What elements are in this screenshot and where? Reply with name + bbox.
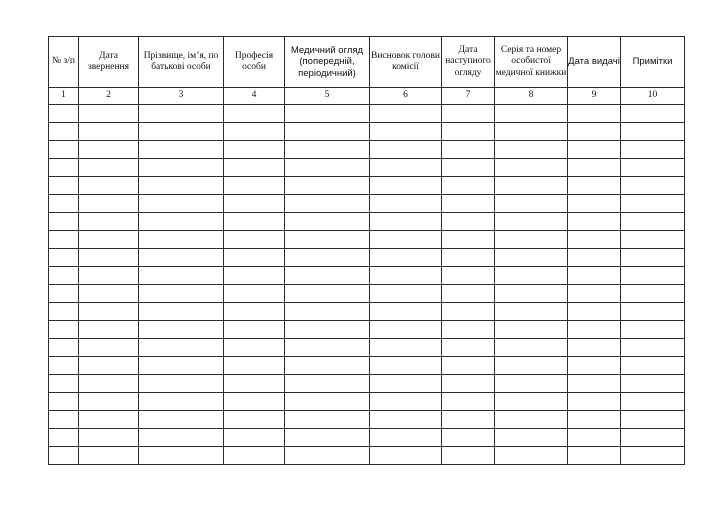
table-cell bbox=[621, 249, 685, 267]
table-cell bbox=[49, 249, 79, 267]
table-cell bbox=[49, 105, 79, 123]
table-cell bbox=[139, 231, 224, 249]
table-cell bbox=[442, 357, 495, 375]
table-cell bbox=[79, 159, 139, 177]
table-cell bbox=[285, 357, 370, 375]
table-cell bbox=[139, 267, 224, 285]
table-cell bbox=[442, 267, 495, 285]
table-cell bbox=[79, 447, 139, 465]
table-cell bbox=[139, 123, 224, 141]
table-cell bbox=[285, 321, 370, 339]
table-cell bbox=[495, 285, 568, 303]
table-cell bbox=[568, 339, 621, 357]
table-cell bbox=[285, 105, 370, 123]
table-cell bbox=[370, 159, 442, 177]
table-cell bbox=[49, 429, 79, 447]
table-cell bbox=[568, 213, 621, 231]
table-cell bbox=[568, 177, 621, 195]
table-cell bbox=[621, 123, 685, 141]
table-cell bbox=[79, 321, 139, 339]
column-number: 6 bbox=[370, 88, 442, 105]
table-cell bbox=[442, 411, 495, 429]
column-number: 5 bbox=[285, 88, 370, 105]
table-cell bbox=[139, 213, 224, 231]
table-cell bbox=[224, 213, 285, 231]
table-cell bbox=[224, 141, 285, 159]
table-cell bbox=[285, 249, 370, 267]
table-row bbox=[49, 195, 685, 213]
table-cell bbox=[568, 123, 621, 141]
table-cell bbox=[285, 195, 370, 213]
table-cell bbox=[224, 411, 285, 429]
table-cell bbox=[568, 357, 621, 375]
table-cell bbox=[79, 429, 139, 447]
table-row bbox=[49, 105, 685, 123]
table-row bbox=[49, 177, 685, 195]
table-cell bbox=[285, 177, 370, 195]
table-cell bbox=[139, 141, 224, 159]
table-cell bbox=[49, 123, 79, 141]
table-cell bbox=[442, 375, 495, 393]
table-cell bbox=[285, 141, 370, 159]
table-row bbox=[49, 285, 685, 303]
table-cell bbox=[621, 447, 685, 465]
table-cell bbox=[285, 447, 370, 465]
table-cell bbox=[568, 231, 621, 249]
column-number: 1 bbox=[49, 88, 79, 105]
table-cell bbox=[224, 123, 285, 141]
register-body bbox=[49, 105, 685, 465]
table-cell bbox=[370, 249, 442, 267]
table-cell bbox=[139, 249, 224, 267]
table-cell bbox=[370, 339, 442, 357]
table-cell bbox=[139, 195, 224, 213]
column-number: 2 bbox=[79, 88, 139, 105]
table-cell bbox=[621, 141, 685, 159]
table-cell bbox=[79, 141, 139, 159]
table-cell bbox=[568, 303, 621, 321]
table-row bbox=[49, 357, 685, 375]
table-cell bbox=[49, 213, 79, 231]
table-row bbox=[49, 249, 685, 267]
column-number: 8 bbox=[495, 88, 568, 105]
table-cell bbox=[139, 429, 224, 447]
table-cell bbox=[621, 411, 685, 429]
table-cell bbox=[79, 375, 139, 393]
table-cell bbox=[285, 159, 370, 177]
table-cell bbox=[79, 357, 139, 375]
table-cell bbox=[79, 267, 139, 285]
table-cell bbox=[79, 195, 139, 213]
table-cell bbox=[224, 177, 285, 195]
table-cell bbox=[224, 267, 285, 285]
table-cell bbox=[79, 411, 139, 429]
table-cell bbox=[442, 159, 495, 177]
table-cell bbox=[285, 285, 370, 303]
table-cell bbox=[139, 159, 224, 177]
table-cell bbox=[224, 375, 285, 393]
table-cell bbox=[79, 285, 139, 303]
table-cell bbox=[49, 267, 79, 285]
table-row bbox=[49, 375, 685, 393]
table-cell bbox=[621, 195, 685, 213]
table-cell bbox=[285, 231, 370, 249]
table-row bbox=[49, 321, 685, 339]
table-row bbox=[49, 411, 685, 429]
table-cell bbox=[621, 375, 685, 393]
table-cell bbox=[285, 375, 370, 393]
table-cell bbox=[442, 321, 495, 339]
column-number: 7 bbox=[442, 88, 495, 105]
table-cell bbox=[49, 321, 79, 339]
table-cell bbox=[568, 321, 621, 339]
table-cell bbox=[285, 429, 370, 447]
table-cell bbox=[139, 447, 224, 465]
table-cell bbox=[370, 447, 442, 465]
table-cell bbox=[224, 285, 285, 303]
header-row bbox=[49, 37, 685, 88]
table-cell bbox=[285, 213, 370, 231]
table-row bbox=[49, 267, 685, 285]
table-cell bbox=[370, 393, 442, 411]
table-cell bbox=[370, 105, 442, 123]
table-cell bbox=[49, 159, 79, 177]
column-number: 4 bbox=[224, 88, 285, 105]
table-cell bbox=[495, 177, 568, 195]
table-cell bbox=[568, 429, 621, 447]
table-cell bbox=[370, 411, 442, 429]
header-medical-book-number: Серія та номер особистої медичної книжки bbox=[495, 37, 568, 88]
table-cell bbox=[442, 339, 495, 357]
table-cell bbox=[568, 267, 621, 285]
table-cell bbox=[79, 213, 139, 231]
table-row bbox=[49, 231, 685, 249]
table-cell bbox=[370, 321, 442, 339]
table-cell bbox=[285, 303, 370, 321]
table-cell bbox=[442, 213, 495, 231]
table-cell bbox=[285, 393, 370, 411]
table-cell bbox=[621, 321, 685, 339]
table-cell bbox=[621, 357, 685, 375]
table-row bbox=[49, 123, 685, 141]
table-cell bbox=[370, 141, 442, 159]
table-cell bbox=[224, 195, 285, 213]
table-cell bbox=[442, 141, 495, 159]
header-commission-conclusion: Висновок голови комісії bbox=[370, 37, 442, 88]
table-cell bbox=[495, 123, 568, 141]
table-cell bbox=[224, 231, 285, 249]
table-cell bbox=[79, 339, 139, 357]
table-cell bbox=[568, 141, 621, 159]
table-cell bbox=[370, 429, 442, 447]
table-cell bbox=[370, 213, 442, 231]
table-cell bbox=[224, 447, 285, 465]
table-cell bbox=[621, 105, 685, 123]
table-cell bbox=[139, 411, 224, 429]
table-cell bbox=[49, 141, 79, 159]
table-cell bbox=[224, 339, 285, 357]
column-number: 9 bbox=[568, 88, 621, 105]
table-cell bbox=[568, 249, 621, 267]
table-cell bbox=[442, 195, 495, 213]
table-cell bbox=[139, 285, 224, 303]
table-cell bbox=[79, 393, 139, 411]
table-cell bbox=[49, 231, 79, 249]
table-cell bbox=[370, 123, 442, 141]
table-cell bbox=[568, 393, 621, 411]
table-cell bbox=[139, 375, 224, 393]
table-cell bbox=[370, 375, 442, 393]
table-cell bbox=[621, 393, 685, 411]
table-cell bbox=[442, 303, 495, 321]
table-cell bbox=[442, 105, 495, 123]
table-cell bbox=[49, 303, 79, 321]
table-cell bbox=[370, 357, 442, 375]
table-row bbox=[49, 339, 685, 357]
table-cell bbox=[49, 411, 79, 429]
table-row bbox=[49, 141, 685, 159]
table-cell bbox=[139, 357, 224, 375]
table-cell bbox=[621, 303, 685, 321]
table-cell bbox=[79, 249, 139, 267]
table-cell bbox=[495, 249, 568, 267]
table-cell bbox=[495, 141, 568, 159]
table-cell bbox=[621, 159, 685, 177]
column-number-row bbox=[49, 88, 685, 105]
table-cell bbox=[224, 357, 285, 375]
table-cell bbox=[621, 429, 685, 447]
table-cell bbox=[495, 339, 568, 357]
table-cell bbox=[139, 321, 224, 339]
table-cell bbox=[495, 447, 568, 465]
table-cell bbox=[568, 285, 621, 303]
table-cell bbox=[621, 267, 685, 285]
table-row bbox=[49, 447, 685, 465]
table-cell bbox=[224, 249, 285, 267]
table-cell bbox=[568, 105, 621, 123]
table-cell bbox=[49, 393, 79, 411]
table-cell bbox=[442, 393, 495, 411]
column-number: 10 bbox=[621, 88, 685, 105]
table-cell bbox=[224, 429, 285, 447]
table-cell bbox=[285, 339, 370, 357]
table-row bbox=[49, 213, 685, 231]
table-cell bbox=[224, 321, 285, 339]
table-cell bbox=[568, 411, 621, 429]
table-cell bbox=[621, 231, 685, 249]
table-cell bbox=[79, 123, 139, 141]
table-cell bbox=[370, 285, 442, 303]
table-cell bbox=[49, 339, 79, 357]
table-cell bbox=[442, 249, 495, 267]
table-row bbox=[49, 159, 685, 177]
header-profession: Професія особи bbox=[224, 37, 285, 88]
table-cell bbox=[224, 393, 285, 411]
table-cell bbox=[224, 303, 285, 321]
table-row bbox=[49, 303, 685, 321]
header-number: № з/п bbox=[49, 37, 79, 88]
table-cell bbox=[49, 357, 79, 375]
table-cell bbox=[442, 177, 495, 195]
table-cell bbox=[79, 231, 139, 249]
table-cell bbox=[79, 177, 139, 195]
table-cell bbox=[49, 177, 79, 195]
register-table bbox=[48, 36, 685, 465]
table-cell bbox=[568, 159, 621, 177]
table-cell bbox=[139, 177, 224, 195]
table-cell bbox=[495, 321, 568, 339]
table-cell bbox=[224, 159, 285, 177]
table-cell bbox=[442, 447, 495, 465]
table-row bbox=[49, 429, 685, 447]
table-cell bbox=[79, 303, 139, 321]
table-cell bbox=[495, 357, 568, 375]
table-cell bbox=[495, 159, 568, 177]
table-cell bbox=[568, 447, 621, 465]
table-cell bbox=[495, 231, 568, 249]
table-cell bbox=[442, 231, 495, 249]
table-row bbox=[49, 393, 685, 411]
table-cell bbox=[49, 375, 79, 393]
table-cell bbox=[621, 213, 685, 231]
header-request-date: Дата звернення bbox=[79, 37, 139, 88]
table-cell bbox=[285, 123, 370, 141]
table-cell bbox=[370, 267, 442, 285]
table-cell bbox=[139, 105, 224, 123]
table-cell bbox=[442, 123, 495, 141]
column-number: 3 bbox=[139, 88, 224, 105]
table-cell bbox=[495, 213, 568, 231]
table-cell bbox=[224, 105, 285, 123]
table-cell bbox=[495, 393, 568, 411]
table-cell bbox=[370, 303, 442, 321]
table-cell bbox=[442, 285, 495, 303]
table-cell bbox=[49, 285, 79, 303]
table-cell bbox=[139, 393, 224, 411]
table-cell bbox=[568, 375, 621, 393]
table-cell bbox=[568, 195, 621, 213]
table-cell bbox=[621, 339, 685, 357]
table-cell bbox=[49, 447, 79, 465]
table-cell bbox=[139, 303, 224, 321]
table-cell bbox=[495, 375, 568, 393]
table-cell bbox=[139, 339, 224, 357]
table-cell bbox=[495, 411, 568, 429]
table-cell bbox=[495, 429, 568, 447]
table-cell bbox=[495, 267, 568, 285]
table-cell bbox=[621, 285, 685, 303]
table-cell bbox=[49, 195, 79, 213]
table-cell bbox=[370, 231, 442, 249]
table-cell bbox=[621, 177, 685, 195]
table-cell bbox=[285, 411, 370, 429]
table-cell bbox=[370, 195, 442, 213]
table-cell bbox=[370, 177, 442, 195]
table-cell bbox=[79, 105, 139, 123]
header-next-exam-date: Дата наступного огляду bbox=[442, 37, 495, 88]
table-cell bbox=[285, 267, 370, 285]
header-issue-date: Дата видачі bbox=[568, 37, 621, 88]
table-cell bbox=[495, 195, 568, 213]
header-full-name: Прізвище, ім’я, по батькові особи bbox=[139, 37, 224, 88]
header-medical-exam: Медичний огляд (попередній, періодичний) bbox=[285, 37, 370, 88]
header-notes: Примітки bbox=[621, 37, 685, 88]
table-cell bbox=[442, 429, 495, 447]
table-cell bbox=[495, 105, 568, 123]
table-cell bbox=[495, 303, 568, 321]
